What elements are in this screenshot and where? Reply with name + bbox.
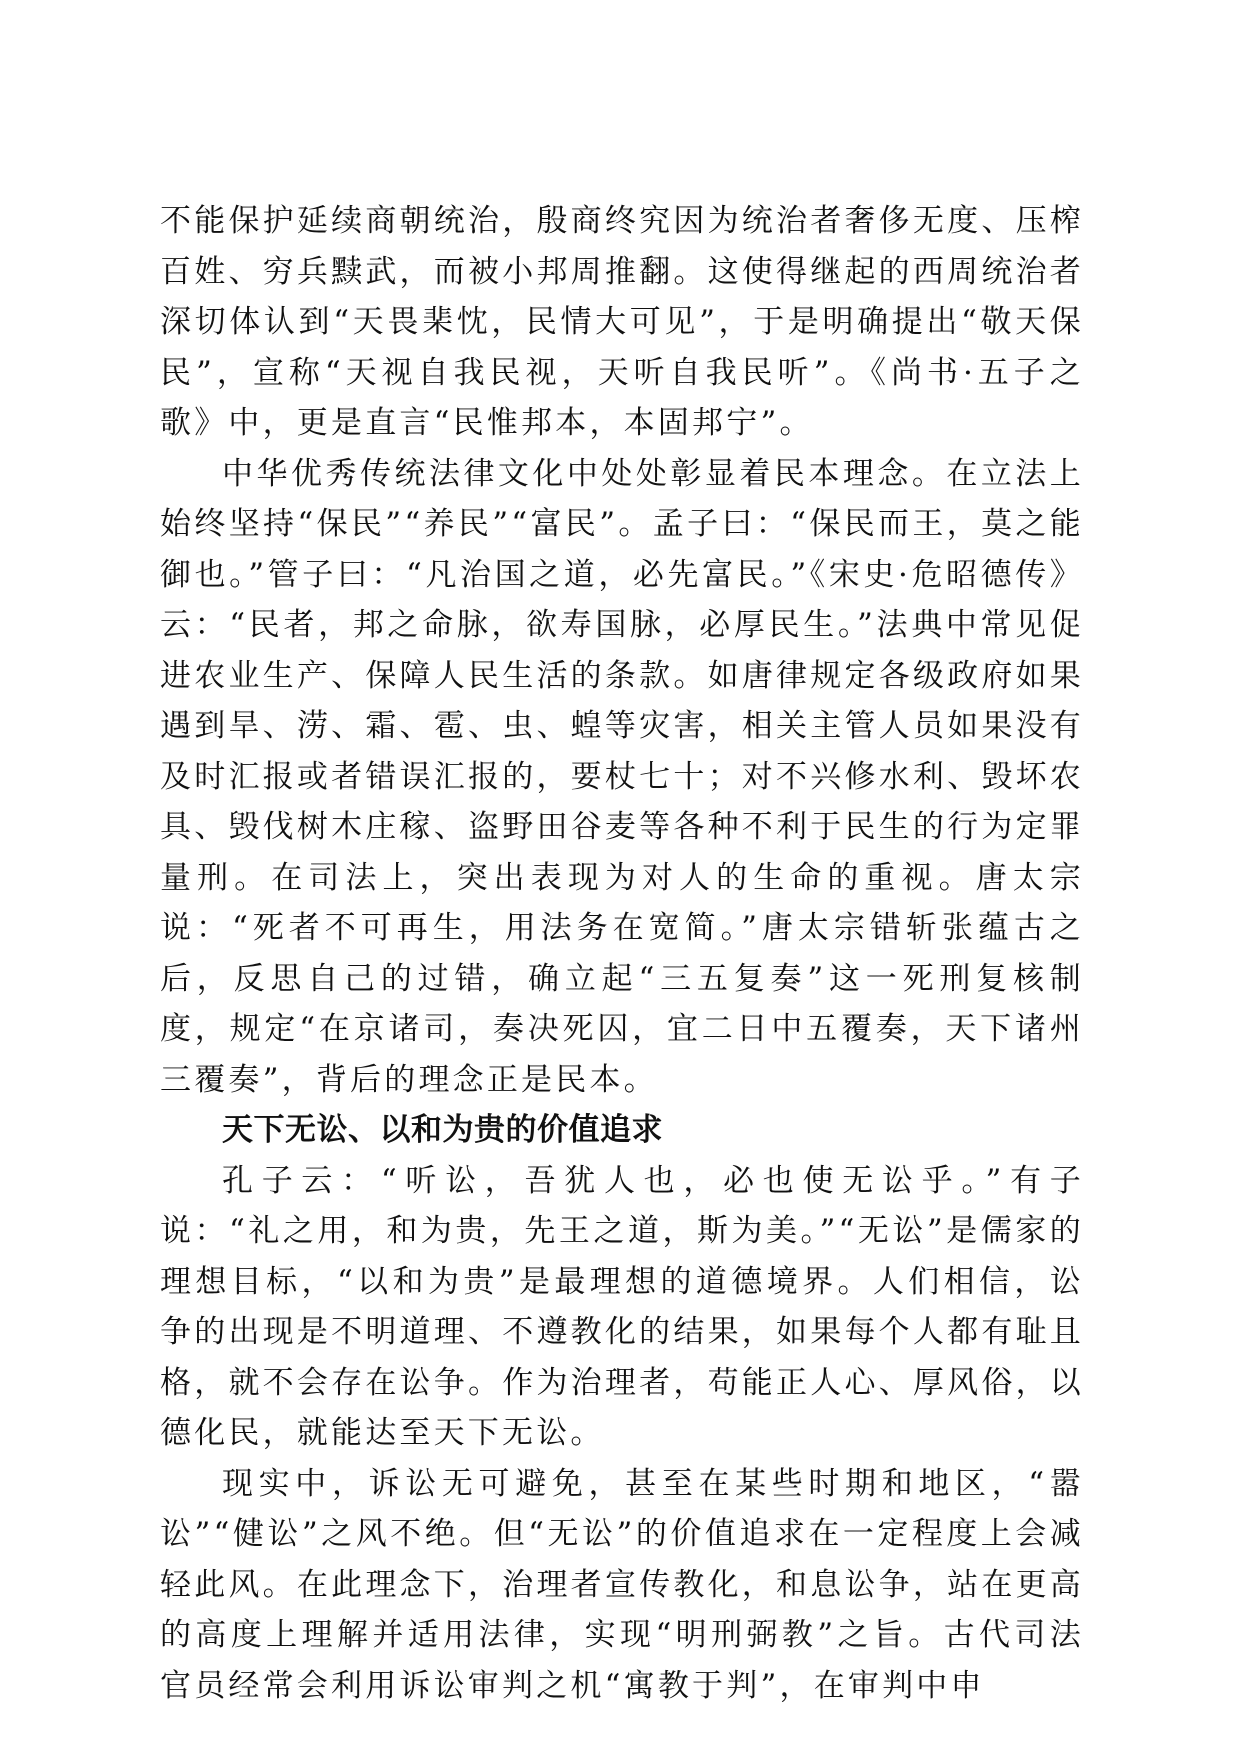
paragraph-wusong: 孔子云：“听讼，吾犹人也，必也使无讼乎。”有子说：“礼之用，和为贵，先王之道，斯为美。”“无讼”是儒家的理想目标，“以和为贵”是最理想的道德境界。人们相信，讼争的出现是不明道理、不遵教化的结果，如果每个人都有耻且格，就不会存在讼争。作为治理者，苟能正人心、厚风俗，以德化民，就能达至天下无讼。 [160, 1162, 1084, 1451]
paragraph-continuation: 不能保护延续商朝统治，殷商终究因为统治者奢侈无度、压榨百姓、穷兵黩武，而被小邦周推翻。这使得继起的西周统治者深切体认到“天畏棐忱，民情大可见”，于是明确提出“敬天保民”，宣称“天视自我民视，天听自我民听”。《尚书·五子之歌》中，更是直言“民惟邦本，本固邦宁”。 [160, 203, 1084, 441]
document-page [160, 196, 1084, 1711]
paragraph-xianshi: 现实中，诉讼无可避免，甚至在某些时期和地区，“嚣讼”“健讼”之风不绝。但“无讼”的价值追求在一定程度上会减轻此风。在此理念下，治理者宣传教化，和息讼争，站在更高的高度上理解并适用法律，实现“明刑弼教”之旨。古代司法官员经常会利用诉讼审判之机“寓教于判”，在审判中申 [160, 1465, 1084, 1704]
section-heading: 天下无讼、以和为贵的价值追求 [222, 1112, 663, 1148]
paragraph-minben: 中华优秀传统法律文化中处处彰显着民本理念。在立法上始终坚持“保民”“养民”“富民”。孟子曰：“保民而王，莫之能御也。”管子曰：“凡治国之道，必先富民。”《宋史·危昭德传》云：“民者，邦之命脉，欲寿国脉，必厚民生。”法典中常见促进农业生产、保障人民生活的条款。如唐律规定各级政府如果遇到旱、涝、霜、雹、虫、蝗等灾害，相关主管人员如果没有及时汇报或者错误汇报的，要杖七十；对不兴修水利、毁坏农具、毁伐树木庄稼、盗野田谷麦等各种不利于民生的行为定罪量刑。在司法上，突出表现为对人的生命的重视。唐太宗说：“死者不可再生，用法务在宽简。”唐太宗错斩张蕴古之后，反思自己的过错，确立起“三五复奏”这一死刑复核制度，规定“在京诸司，奏决死囚，宜二日中五覆奏，天下诸州三覆奏”，背后的理念正是民本。 [160, 455, 1084, 1098]
